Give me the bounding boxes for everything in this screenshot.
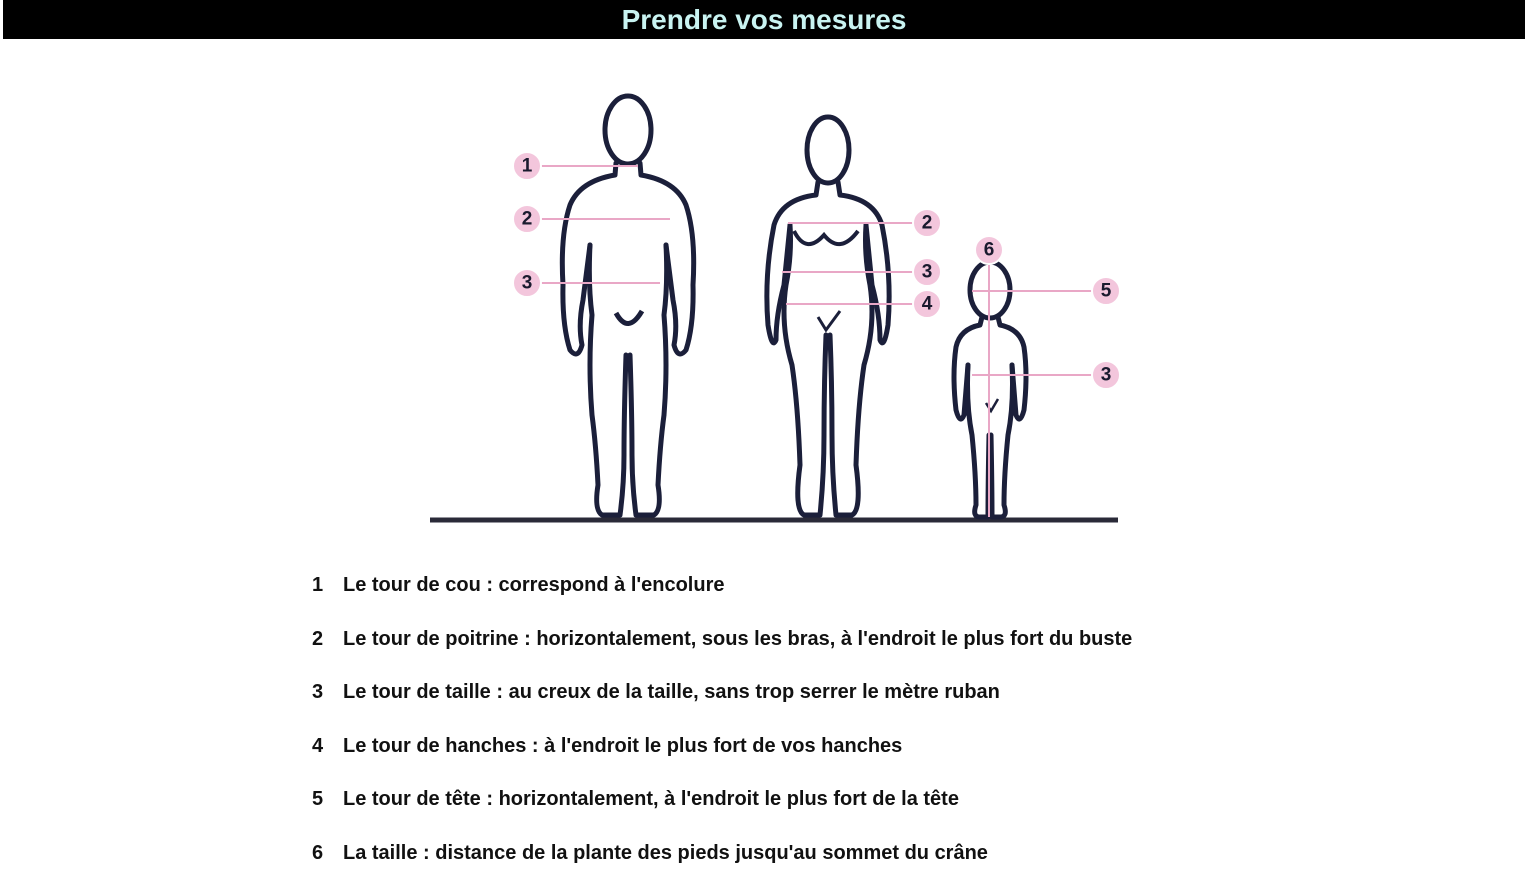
legend-item — [312, 727, 1132, 781]
callout-6-height-child — [975, 236, 1003, 264]
measurement-diagram — [420, 85, 1130, 535]
legend-number: 2 — [312, 620, 343, 658]
svg-text:2: 2 — [922, 213, 933, 234]
svg-text:1: 1 — [522, 156, 533, 177]
legend-number: 3 — [312, 673, 343, 711]
legend-number: 1 — [312, 566, 343, 604]
legend-number: 5 — [312, 780, 343, 818]
svg-text:2: 2 — [522, 209, 533, 230]
callout-3-waist-child — [1092, 361, 1120, 389]
callout-1-neck — [513, 152, 541, 180]
body-figures-svg — [420, 85, 1130, 535]
callout-3-waist-woman — [913, 258, 941, 286]
legend-item — [312, 673, 1132, 727]
measurement-legend — [312, 566, 1132, 887]
callout-2-chest-woman — [913, 209, 941, 237]
callout-2-chest-man — [513, 205, 541, 233]
svg-text:3: 3 — [522, 273, 533, 294]
title-bar — [3, 0, 1525, 39]
svg-text:5: 5 — [1101, 281, 1112, 302]
legend-text: Le tour de taille : au creux de la taille, sans trop serrer le mètre ruban — [343, 673, 1000, 711]
svg-text:3: 3 — [1101, 365, 1112, 386]
legend-text: La taille : distance de la plante des pieds jusqu'au sommet du crâne — [343, 834, 988, 872]
svg-text:4: 4 — [922, 294, 933, 315]
legend-item — [312, 566, 1132, 620]
page-title: Prendre vos mesures — [622, 0, 907, 39]
legend-number: 4 — [312, 727, 343, 765]
legend-number: 6 — [312, 834, 343, 872]
legend-text: Le tour de cou : correspond à l'encolure — [343, 566, 724, 604]
svg-text:6: 6 — [984, 240, 995, 261]
legend-item — [312, 834, 1132, 887]
callout-4-hips-woman — [913, 290, 941, 318]
legend-item — [312, 780, 1132, 834]
callout-3-waist-man — [513, 269, 541, 297]
svg-text:3: 3 — [922, 262, 933, 283]
callout-5-head-child — [1092, 277, 1120, 305]
legend-text: Le tour de tête : horizontalement, à l'endroit le plus fort de la tête — [343, 780, 959, 818]
legend-text: Le tour de poitrine : horizontalement, sous les bras, à l'endroit le plus fort du buste — [343, 620, 1132, 658]
man-figure — [562, 96, 693, 515]
legend-text: Le tour de hanches : à l'endroit le plus fort de vos hanches — [343, 727, 902, 765]
legend-item — [312, 620, 1132, 674]
woman-figure — [767, 117, 889, 515]
